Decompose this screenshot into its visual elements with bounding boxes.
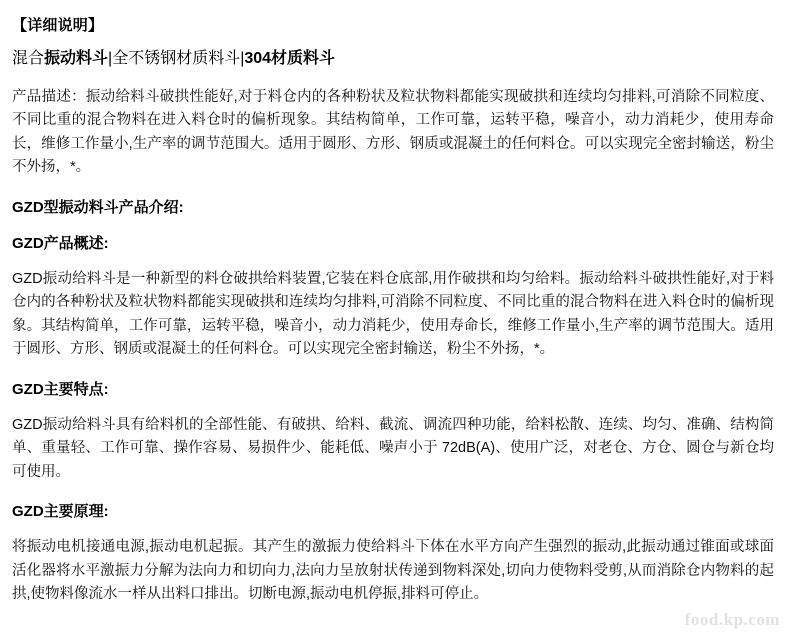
product-title-prefix: 混合 (12, 50, 45, 67)
section-title: 【详细说明】 (12, 17, 104, 34)
principle-paragraph: 将振动电机接通电源,振动电机起振。其产生的激振力使给料斗下体在水平方向产生强烈的振动,此振动通过锥面或球面活化器将水平激振力分解为法向力和切向力,法向力呈放射状传递到物料深处,切向力使物料受剪,从而消除仓内物料的起拱,使物料像流水一样从出料口排出。切断电源,振动电机停振,排料可停止。 (12, 539, 774, 603)
overview-paragraph: GZD振动给料斗是一种新型的料仓破拱给料装置,它装在料仓底部,用作破拱和均匀给料。振动给料斗破拱性能好,对于料仓内的各种粉状及粒状物料都能实现破拱和连续均匀排料,可消除不同粒度、不同比重的混合物料在进入料仓时的偏析现象。其结构简单，工作可靠，运转平稳，噪音小，动力消耗少，使用寿命长，维修工作量小,生产率的调节范围大。适用于圆形、方形、钢质或混凝土的任何料仓。可以实现完全密封输送，粉尘不外扬，*。 (12, 270, 774, 358)
heading-main-features: GZD主要特点: (12, 380, 109, 398)
heading-main-principle: GZD主要原理: (12, 503, 109, 521)
product-title (12, 49, 774, 70)
heading-product-intro: GZD型振动料斗产品介绍: (12, 198, 184, 216)
product-title-bold-1: 振动料斗 (44, 50, 109, 67)
features-paragraph: GZD振动给料斗具有给料机的全部性能、有破拱、给料、截流、调流四种功能，给料松散、连续、均匀、准确、结构简单、重量轻、工作可靠、操作容易、易损件少、能耗低、噪声小于 72dB(A)、使用广泛，对老仓、方仓、圆仓与新仓均可使用。 (12, 416, 774, 480)
watermark: food.kp.com (684, 610, 780, 629)
heading-product-overview: GZD产品概述: (12, 234, 109, 252)
product-description-paragraph: 产品描述：振动给料斗破拱性能好,对于料仓内的各种粉状及粒状物料都能实现破拱和连续均匀排料,可消除不同粒度、不同比重的混合物料在进入料仓时的偏析现象。其结构简单，工作可靠，运转平稳，噪音小，动力消耗少，使用寿命长，维修工作量小,生产率的调节范围大。适用于圆形、方形、钢质或混凝土的任何料仓。可以实现完全密封输送，粉尘不外扬，*。 (12, 88, 774, 176)
product-title-bold-2: 304材质料斗 (244, 50, 336, 67)
product-title-middle: |全不锈钢材质料斗| (108, 50, 245, 67)
